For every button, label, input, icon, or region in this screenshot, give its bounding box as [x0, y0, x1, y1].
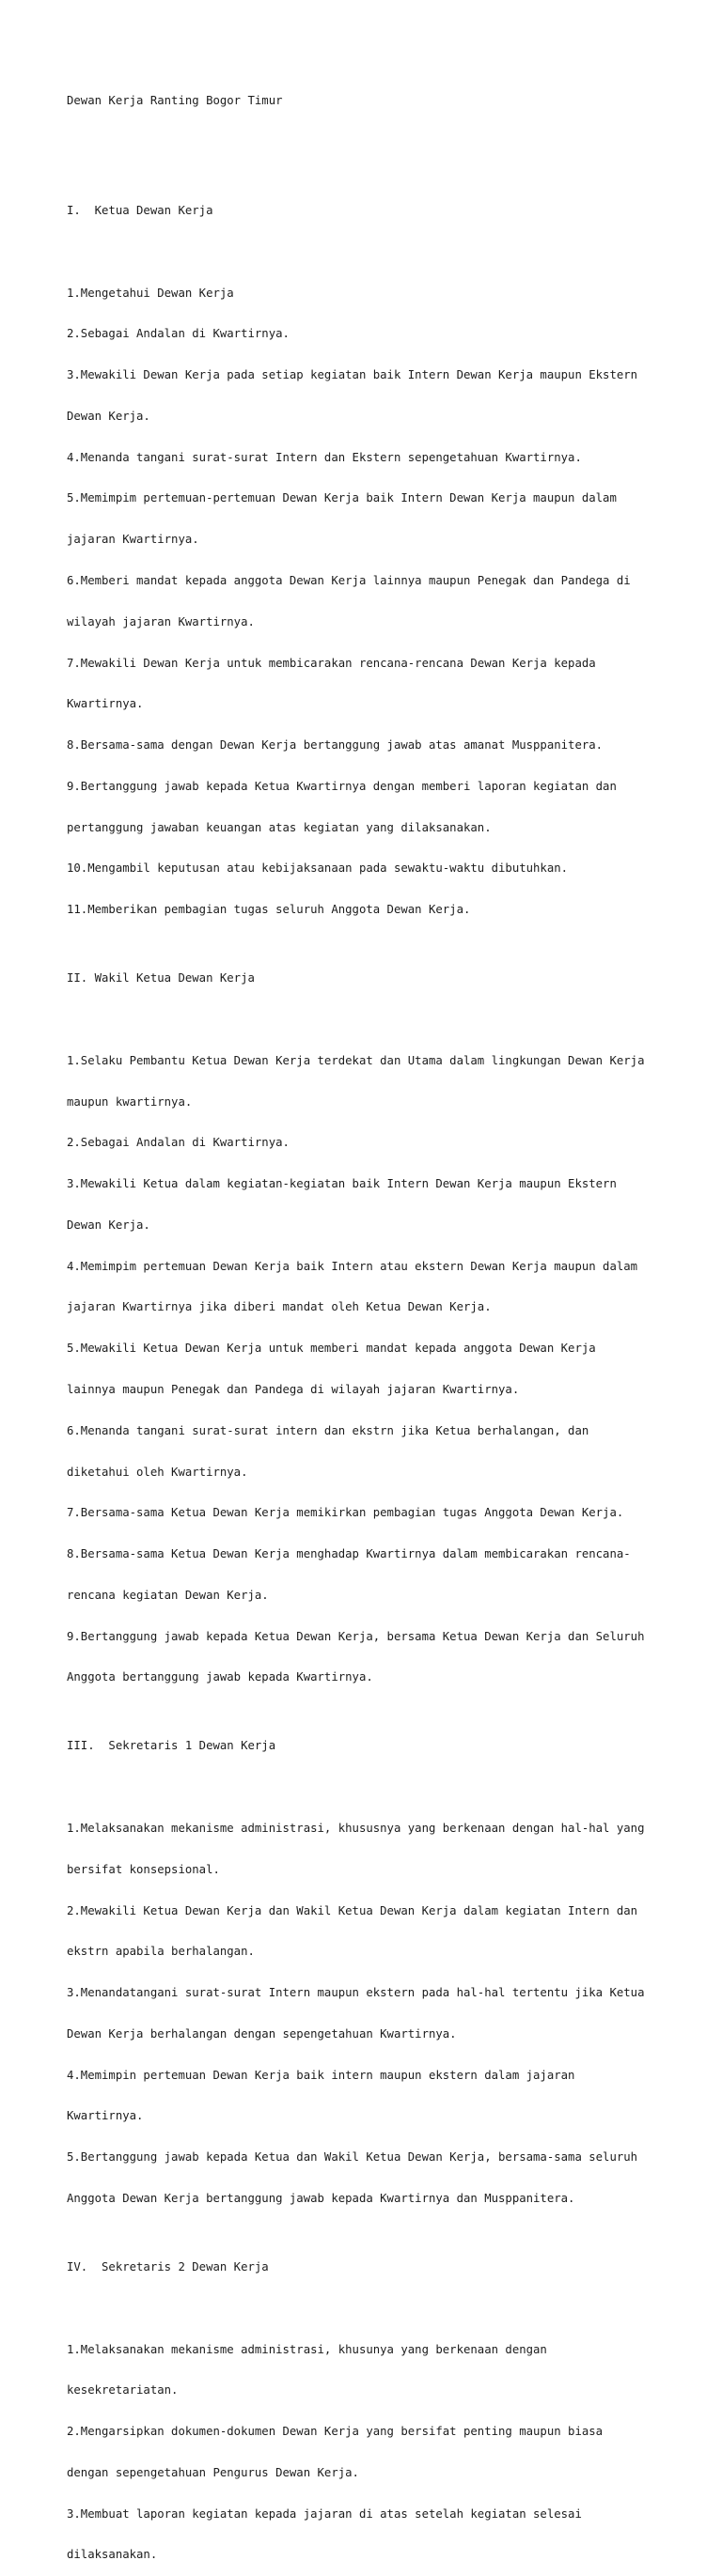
- text-line: rencana kegiatan Dewan Kerja.: [67, 1588, 269, 1602]
- text-line: 1.Mengetahui Dewan Kerja: [67, 286, 234, 300]
- text-line: 3.Mewakili Ketua dalam kegiatan-kegiatan baik Intern Dewan Kerja maupun Ekstern: [67, 1177, 617, 1191]
- section-heading-sekretaris-1: III. Sekretaris 1 Dewan Kerja: [67, 1739, 276, 1753]
- document-title: Dewan Kerja Ranting Bogor Timur: [67, 94, 283, 108]
- text-line: lainnya maupun Penegak dan Pandega di wilayah jajaran Kwartirnya.: [67, 1383, 520, 1396]
- text-line: jajaran Kwartirnya jika diberi mandat oleh Ketua Dewan Kerja.: [67, 1300, 492, 1314]
- text-line: Anggota Dewan Kerja bertanggung jawab kepada Kwartirnya dan Musppanitera.: [67, 2192, 575, 2206]
- spacer: [67, 135, 687, 149]
- text-line: Dewan Kerja berhalangan dengan sepengetahuan Kwartirnya.: [67, 2026, 457, 2041]
- text-line: bersifat konsepsional.: [67, 1862, 220, 1876]
- text-line: 4.Memimpim pertemuan Dewan Kerja baik Intern atau ekstern Dewan Kerja maupun dalam: [67, 1259, 638, 1273]
- text-line: 10.Mengambil keputusan atau kebijaksanaan pada sewaktu-waktu dibutuhkan.: [67, 861, 569, 876]
- text-line: 8.Bersama-sama dengan Dewan Kerja bertanggung jawab atas amanat Musppanitera.: [67, 738, 604, 753]
- text-line: 4.Menanda tangani surat-surat Intern dan Ekstern sepengetahuan Kwartirnya.: [67, 450, 582, 464]
- spacer: [67, 1780, 687, 1794]
- text-line: 5.Bertanggung jawab kepada Ketua dan Wakil Ketua Dewan Kerja, bersama-sama seluruh: [67, 2150, 638, 2165]
- text-line: maupun kwartirnya.: [67, 1094, 193, 1109]
- spacer: [67, 2302, 687, 2316]
- text-line: jajaran Kwartirnya.: [67, 533, 199, 547]
- text-line: 4.Memimpin pertemuan Dewan Kerja baik intern maupun ekstern dalam jajaran: [67, 2068, 575, 2082]
- text-line: 6.Menanda tangani surat-surat intern dan ekstrn jika Ketua berhalangan, dan: [67, 1423, 589, 1437]
- text-line: Anggota bertanggung jawab kepada Kwartirnya.: [67, 1670, 373, 1684]
- text-line: 1.Selaku Pembantu Ketua Dewan Kerja terdekat dan Utama dalam lingkungan Dewan Kerja: [67, 1053, 645, 1067]
- section-heading-ketua: I. Ketua Dewan Kerja: [67, 203, 213, 217]
- text-line: 2.Sebagai Andalan di Kwartirnya.: [67, 327, 290, 341]
- text-line: 3.Menandatangani surat-surat Intern maupun ekstern pada hal-hal tertentu jika Ketua: [67, 1986, 645, 2000]
- text-line: 7.Bersama-sama Ketua Dewan Kerja memikirkan pembagian tugas Anggota Dewan Kerja.: [67, 1506, 624, 1520]
- text-line: 5.Mewakili Ketua Dewan Kerja untuk memberi mandat kepada anggota Dewan Kerja: [67, 1342, 596, 1356]
- text-line: wilayah jajaran Kwartirnya.: [67, 614, 255, 628]
- text-line: diketahui oleh Kwartirnya.: [67, 1465, 248, 1479]
- section-heading-sekretaris-2: IV. Sekretaris 2 Dewan Kerja: [67, 2260, 269, 2273]
- text-line: dilaksanakan.: [67, 2548, 158, 2562]
- text-line: Kwartirnya.: [67, 2109, 144, 2123]
- text-line: 5.Memimpim pertemuan-pertemuan Dewan Kerja baik Intern Dewan Kerja maupun dalam: [67, 491, 617, 505]
- text-line: Kwartirnya.: [67, 697, 144, 711]
- text-line: 2.Sebagai Andalan di Kwartirnya.: [67, 1136, 290, 1150]
- text-line: Dewan Kerja.: [67, 1218, 150, 1232]
- text-line: dengan sepengetahuan Pengurus Dewan Kerja.: [67, 2465, 359, 2479]
- text-line: kesekretariatan.: [67, 2383, 179, 2398]
- section-heading-wakil-ketua: II. Wakil Ketua Dewan Kerja: [67, 971, 255, 985]
- text-line: 7.Mewakili Dewan Kerja untuk membicarakan rencana-rencana Dewan Kerja kepada: [67, 656, 596, 670]
- document-page: [67, 67, 687, 2576]
- text-line: ekstrn apabila berhalangan.: [67, 1945, 255, 1959]
- text-line: 1.Melaksanakan mekanisme administrasi, khususnya yang berkenaan dengan hal-hal yang: [67, 1822, 645, 1835]
- text-line: 2.Mengarsipkan dokumen-dokumen Dewan Kerja yang bersifat penting maupun biasa: [67, 2425, 604, 2439]
- text-line: pertanggung jawaban keuangan atas kegiatan yang dilaksanakan.: [67, 820, 492, 834]
- spacer: [67, 1013, 687, 1027]
- text-line: 9.Bertanggung jawab kepada Ketua Kwartirnya dengan memberi laporan kegiatan dan: [67, 779, 617, 793]
- text-line: 6.Memberi mandat kepada anggota Dewan Kerja lainnya maupun Penegak dan Pandega di: [67, 573, 631, 587]
- text-line: 1.Melaksanakan mekanisme administrasi, khusunya yang berkenaan dengan: [67, 2342, 547, 2356]
- text-line: 3.Mewakili Dewan Kerja pada setiap kegiatan baik Intern Dewan Kerja maupun Ekstern: [67, 368, 638, 382]
- text-line: Dewan Kerja.: [67, 409, 150, 423]
- text-line: 3.Membuat laporan kegiatan kepada jajaran di atas setelah kegiatan selesai: [67, 2506, 582, 2521]
- text-line: 11.Memberikan pembagian tugas seluruh Anggota Dewan Kerja.: [67, 903, 471, 917]
- text-line: 9.Bertanggung jawab kepada Ketua Dewan Kerja, bersama Ketua Dewan Kerja dan Seluruh: [67, 1629, 645, 1643]
- text-line: 8.Bersama-sama Ketua Dewan Kerja menghadap Kwartirnya dalam membicarakan rencana-: [67, 1547, 631, 1561]
- text-line: 2.Mewakili Ketua Dewan Kerja dan Wakil Ketua Dewan Kerja dalam kegiatan Intern dan: [67, 1903, 638, 1917]
- spacer: [67, 245, 687, 259]
